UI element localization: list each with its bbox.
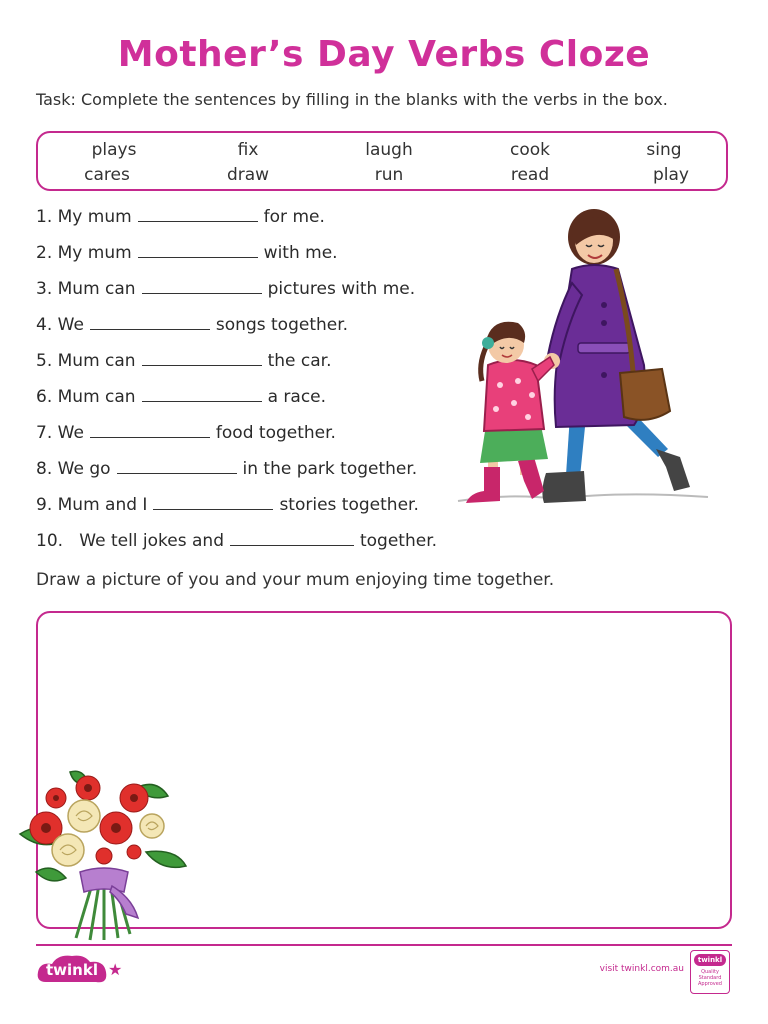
flower-bouquet-illustration <box>16 768 192 944</box>
sentence-row <box>36 350 437 386</box>
sentence-before: Mum can <box>57 387 136 407</box>
word-bank-item: plays <box>91 140 137 160</box>
badge-text: Quality Standard Approved <box>698 969 722 987</box>
answer-blank[interactable] <box>142 387 262 402</box>
sentence-before: We go <box>57 459 111 479</box>
sentence-after: stories together. <box>279 495 419 515</box>
answer-blank[interactable] <box>230 531 354 546</box>
sentence-list <box>36 206 437 566</box>
sentence-number: 7. <box>36 423 53 443</box>
star-icon: ★ <box>108 960 123 979</box>
sentence-after: in the park together. <box>242 459 418 479</box>
word-bank-item: draw <box>226 165 270 185</box>
sentence-number: 10. <box>36 531 64 551</box>
sentence-number: 5. <box>36 351 53 371</box>
footer-divider <box>36 944 732 946</box>
word-bank-item: play <box>653 165 689 185</box>
sentence-before: My mum <box>57 207 132 227</box>
answer-blank[interactable] <box>90 423 210 438</box>
sentence-after: together. <box>359 531 438 551</box>
sentence-row <box>36 458 437 494</box>
word-bank-item: run <box>374 165 404 185</box>
sentence-before: We tell jokes and <box>79 531 224 551</box>
sentence-before: My mum <box>57 243 132 263</box>
sentence-number: 6. <box>36 387 53 407</box>
answer-blank[interactable] <box>138 207 258 222</box>
sentence-before: Mum can <box>57 351 136 371</box>
answer-blank[interactable] <box>117 459 237 474</box>
word-bank-item: cook <box>510 140 550 160</box>
mother-child-illustration <box>448 205 718 515</box>
word-bank-item: fix <box>237 140 259 160</box>
sentence-before: Mum and I <box>57 495 148 515</box>
sentence-after: with me. <box>263 243 338 263</box>
sentence-row <box>36 314 437 350</box>
sentence-after: pictures with me. <box>267 279 416 299</box>
sentence-after: the car. <box>267 351 332 371</box>
word-bank-row-2 <box>38 165 726 187</box>
word-bank-item: cares <box>84 165 130 185</box>
answer-blank[interactable] <box>142 279 262 294</box>
answer-blank[interactable] <box>138 243 258 258</box>
word-bank-row-1 <box>38 140 726 162</box>
answer-blank[interactable] <box>153 495 273 510</box>
word-bank-item: laugh <box>365 140 413 160</box>
sentence-number: 4. <box>36 315 53 335</box>
sentence-row <box>36 206 437 242</box>
word-bank-item: sing <box>646 140 682 160</box>
word-bank-item: read <box>510 165 550 185</box>
sentence-row <box>36 386 437 422</box>
sentence-row <box>36 530 437 566</box>
sentence-row <box>36 278 437 314</box>
sentence-before: We <box>57 315 84 335</box>
badge-title: twinkl <box>694 954 726 966</box>
sentence-number: 2. <box>36 243 53 263</box>
sentence-row <box>36 242 437 278</box>
sentence-before: Mum can <box>57 279 136 299</box>
sentence-after: songs together. <box>215 315 349 335</box>
answer-blank[interactable] <box>142 351 262 366</box>
sentence-number: 9. <box>36 495 53 515</box>
page-title: Mother’s Day Verbs Cloze <box>117 34 651 75</box>
sentence-number: 1. <box>36 207 53 227</box>
sentence-after: food together. <box>215 423 336 443</box>
task-instructions: Task: Complete the sentences by filling in the blanks with the verbs in the box. <box>36 90 668 109</box>
quality-badge <box>690 950 730 994</box>
drawing-instructions: Draw a picture of you and your mum enjoying time together. <box>36 570 555 590</box>
sentence-row <box>36 494 437 530</box>
sentence-before: We <box>57 423 84 443</box>
sentence-number: 3. <box>36 279 53 299</box>
sentence-after: for me. <box>263 207 325 227</box>
answer-blank[interactable] <box>90 315 210 330</box>
visit-website-text: visit twinkl.com.au <box>599 964 684 974</box>
sentence-after: a race. <box>267 387 327 407</box>
word-bank-box <box>36 131 728 191</box>
twinkl-logo <box>36 952 108 988</box>
sentence-row <box>36 422 437 458</box>
logo-text: twinkl <box>46 961 98 979</box>
sentence-number: 8. <box>36 459 53 479</box>
